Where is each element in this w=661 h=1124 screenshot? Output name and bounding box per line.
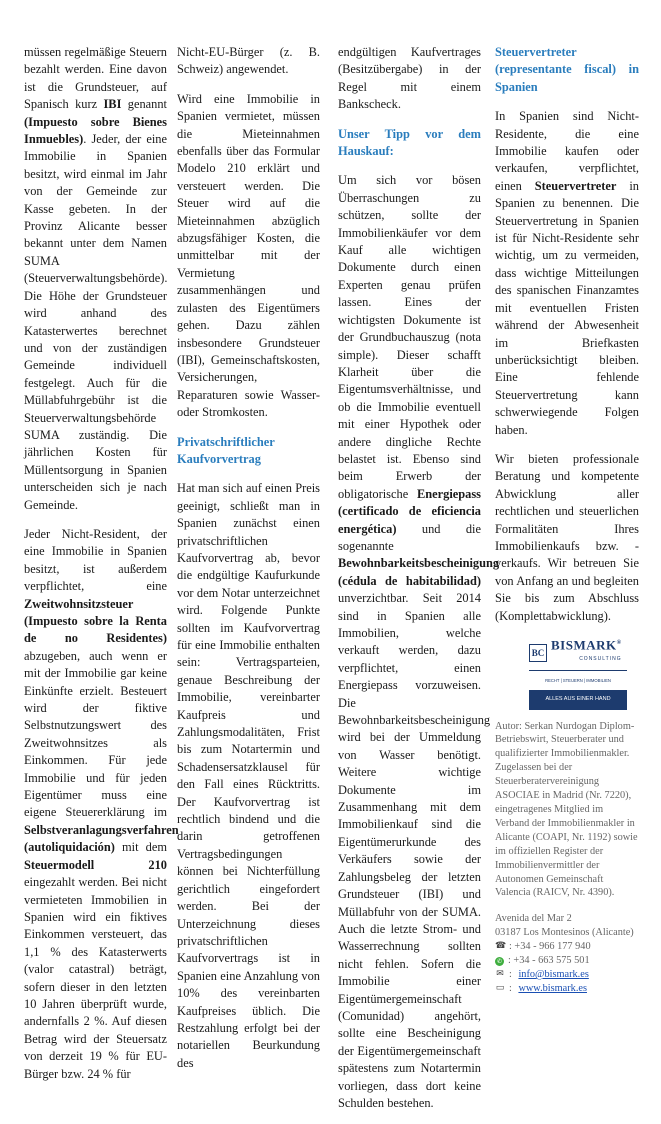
address-line-1: Avenida del Mar 2	[495, 913, 572, 925]
contact-block	[495, 912, 639, 995]
phone-icon: ☎	[495, 941, 507, 952]
heading-tipp: Unser Tipp vor dem Hauskauf:	[338, 126, 481, 159]
paragraph-grundsteuer: müssen regelmäßige Steuern bezahlt werden. Eine davon ist die Grundsteuer, auf Spanisch kurz IBI genannt (Impuesto sobre Bienes Inmuebles). Jeder, der eine Immobilie in Spanien besitzt, wird einmal im Jahr von der Gemeinde zur Kasse gebeten. In der Provinz Alicante besser bekannt unter dem Namen SUMA (Steuerverwaltungsbehörde). Die Höhe der Grundsteuer wird anhand des Katasterwertes berechnet und von der zuständigen Gemeinde individuell festgelegt. Auch für die Müllabfuhrgebühr ist die Steuerverwaltungsbehörde SUMA zuständig. Die jährlichen Kosten für Müllentsorgung in Spanien unterscheiden sich je nach Gemeinde.	[24, 45, 168, 512]
paragraph-steuervertreter: In Spanien sind Nicht-Residente, die eine Immobilie kaufen oder verkaufen, verpflichtet, einen Steuervertreter in Spanien zu benennen. Die Steuervertretung in Spanien ist für Nicht-Residente sehr wichtig, um zu vermeiden, dass wichtige Mitteilungen des spanischen Finanzamtes mit eventuellen Fristen während der Abwesenheit im Briefkasten unberücksichtigt bleiben. Eine fehlende Steuervertretung kann schwerwiegende Folgen haben.	[495, 109, 639, 437]
paragraph-tipp: Um sich vor bösen Überraschungen zu schützen, sollte der Immobilienkäufer vor dem Kauf alle wichtigen Dokumente durch einen Experten genau prüfen lassen. Eines der wichtigsten Dokumente ist der Grundbuchauszug (nota simple). Dieser schafft Klarheit über die Eigentumsverhältnisse, und ob die Immobilie eventuell mit einer Hypothek oder andere dingliche Rechte belastet ist. Ebenso sind beim Erwerb der obligatorische Energiepass (certificado de eficiencia energética) und die sogenannte Bewohnbarkeitsbescheinigung (cédula de habitabilidad) unverzichtbar. Seit 2014 sind in Spanien alle Immobilien, welche verkauft werden, dazu verpflichtet, einen Energiepass vorzuweisen. Die Bewohnbarkeitsbescheinigung wird bei der Ummeldung von Wasser benötigt. Weitere wichtige Dokumente im Zusammenhang mit dem Immobilienkauf sind die Eigentümerurkunde des Verkäufers sowie der Zahlungsbeleg der letzten Grundsteuer (IBI) und Müllabfuhr von der SUMA. Auch die letzte Strom- und Wasserrechnung sollten nicht fehlen. Sofern die Immobilie einer Eigentümergemeinschaft (Comunidad) angehört, sollte eine Bescheinigung der Eigentümergemeinschaft spätestens zum Notartermin vorliegen, dass dort keine Schulden bestehen.	[338, 173, 500, 1110]
heading-steuervertreter: Steuervertreter (representante fiscal) in Spanien	[495, 45, 639, 94]
whatsapp-row: ✆ : +34 - 663 575 501	[496, 955, 590, 967]
paragraph-nicht-eu: Nicht-EU-Bürger (z. B. Schweiz) angewendet.	[177, 45, 320, 77]
bismark-logo-icon: BC	[529, 644, 547, 662]
website-link[interactable]: www.bismark.es	[518, 982, 587, 994]
heading-kaufvorvertrag: Privatschriftlicher Kaufvorvertrag	[177, 434, 275, 466]
email-row: ✉ : info@bismark.es	[496, 968, 589, 980]
web-row: ▭ : www.bismark.es	[495, 982, 587, 994]
column-4	[495, 44, 639, 996]
paragraph-zweitwohnsitzsteuer: Jeder Nicht-Resident, der eine Immobilie in Spanien besitzt, ist außerdem verpflichtet, eine Zweitwohnsitzsteuer (Impuesto sobre la Renta de no Residentes) abzugeben, auch wenn er mit der Immobilie gar keine Einkünfte erzielt. Besteuert wird der fiktive Selbstnutzungswert des Zweitwohnsitzes als Einkommen. Für jede Immobilie und für jeden Eigentümer muss eine eigene Steuererklärung im Selbstveranlagungsverfahren (autoliquidación) mit dem Steuermodell 210 eingezahlt werden. Bei nicht vermieteten Immobilien in Spanien wird ein fiktives Einkommen versteuert, das 1,1 % des Katasterwerts (valor catastral) beträgt, sofern dieser in den letzten 10 Jahren überprüft wurde, andernfalls 2 %. Auf diesen Betrag wird der Steuersatz von derzeit 19 % für EU-Bürger bzw. 24 % für	[24, 526, 179, 1081]
bismark-logo: BC BISMARK® CONSULTING RECHT | STEUERN | IMMOBILIEN ALLES AUS EINER HAND	[529, 637, 627, 710]
paragraph-kaufvorvertrag: Hat man sich auf einen Preis geeinigt, schließt man in Spanien zunächst einen privatschriftlichen Kaufvorvertrag ab, bevor die endgültige Kaufurkunde vor dem Notar unterzeichnet wird. Folgende Punkte sollten im Kaufvorvertrag für eine Immobilie enthalten sein: Vertragsparteien, genaue Beschreibung der Immobilie, vereinbarter Kaufpreis und Zahlungsmodalitäten, Frist bis zum Notartermin und Schadensersatzklausel für den Fall eines Rücktritts. Der Kaufvorvertrag ist rechtlich bindend und die darin getroffenen Vertragsbedingungen können bei Nichterfüllung gerichtlich eingefordert werden. Bei der Unterzeichnung dieses privatschriftlichen Kaufvorvertrags ist in Spanien eine Anzahlung von 10% des vereinbarten Kaufpreises üblich. Die Restzahlung erfolgt bei der notariellen Beurkundung des	[177, 481, 320, 1070]
paragraph-beratung: Wir bieten professionale Beratung und kompetente Abwicklung aller rechtlichen und steuerlichen Formalitäten Ihres Immobilienkaufs bzw. -verkaufs. Wir betreuen Sie von Anfang an und begleiten Sie bis zum Abschluss (Komplettabwicklung).	[495, 451, 639, 623]
email-link[interactable]: info@bismark.es	[518, 968, 589, 980]
paragraph-kaufvertrag: endgültigen Kaufvertrages (Besitzübergabe) in der Regel mit einem Bankscheck.	[338, 45, 481, 112]
column-3	[338, 44, 500, 1124]
column-2	[177, 44, 320, 1084]
envelope-icon: ✉	[496, 968, 504, 979]
phone-row: ☎ : +34 - 966 177 940	[495, 941, 591, 953]
computer-icon: ▭	[495, 982, 505, 993]
whatsapp-icon: ✆	[496, 957, 503, 965]
address-line-2: 03187 Los Montesinos (Alicante)	[495, 927, 634, 939]
column-1	[24, 44, 179, 1095]
paragraph-vermietung: Wird eine Immobilie in Spanien vermietet, müssen die Mieteinnahmen ebenfalls über das Formular Modelo 210 erklärt und versteuert werden. Die Steuer wird auf die Mieteinnahmen abzüglich abzugsfähiger Kosten, die unmittelbar mit der Vermietung zusammenhängen und zulasten des Eigentümers gehen. Dazu zählen insbesondere Grundsteuer (IBI), Gemeinschaftskosten, Versicherungen, Reparaturen sowie Wasser- oder Stromkosten.	[177, 91, 320, 420]
author-info: Autor: Serkan Nurdogan Diplom-Betriebswirt, Steuerberater und qualifizierter Immobilienmakler. Zugelassen bei der Steuerberatervereinigung ASOCIAE in Madrid (Nr. 7220), eingetragenes Mitglied im Verband der Immobilienmakler in Alicante (COAPI, Nr. 1192) sowie im offiziellen Register der Immobilienvermittler der Autonomen Gemeinschaft Valencia (RAICV, Nr. 4390).	[495, 720, 638, 899]
